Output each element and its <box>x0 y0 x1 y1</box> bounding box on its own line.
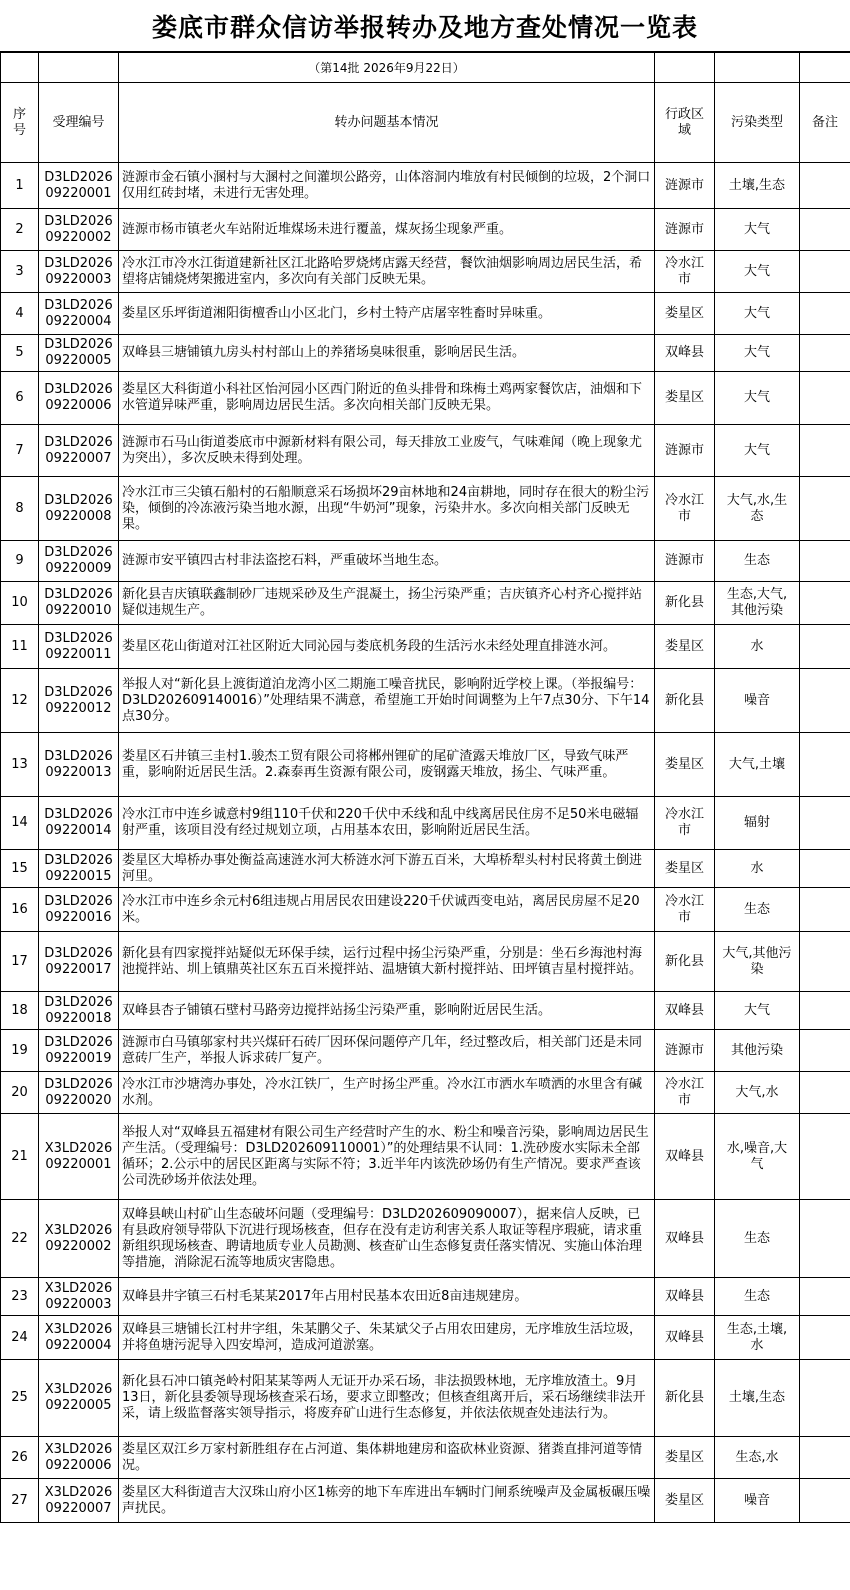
note <box>800 1437 850 1479</box>
receipt-id: X3LD2026 09220006 <box>39 1437 119 1479</box>
district: 涟源市 <box>655 541 715 582</box>
note <box>800 850 850 888</box>
district: 娄星区 <box>655 293 715 335</box>
district: 双峰县 <box>655 335 715 372</box>
note <box>800 932 850 992</box>
row-number: 14 <box>1 797 39 850</box>
table-row <box>1 850 850 888</box>
pollution-type: 生态 <box>715 541 800 582</box>
receipt-id: D3LD2026 09220002 <box>39 209 119 251</box>
pollution-type: 生态 <box>715 888 800 932</box>
receipt-id: X3LD2026 09220003 <box>39 1278 119 1316</box>
pollution-type: 大气 <box>715 293 800 335</box>
header-type: 污染类型 <box>715 83 800 163</box>
row-number: 12 <box>1 669 39 733</box>
note <box>800 1200 850 1278</box>
row-number: 11 <box>1 625 39 669</box>
receipt-id: D3LD2026 09220015 <box>39 850 119 888</box>
pollution-type: 水 <box>715 625 800 669</box>
district: 娄星区 <box>655 850 715 888</box>
row-number: 21 <box>1 1114 39 1200</box>
row-number: 27 <box>1 1479 39 1523</box>
table-row <box>1 1316 850 1360</box>
receipt-id: D3LD2026 09220019 <box>39 1030 119 1072</box>
pollution-type: 生态 <box>715 1200 800 1278</box>
receipt-id: D3LD2026 09220008 <box>39 477 119 541</box>
issue-description: 娄星区大科街道小科社区怡河园小区西门附近的鱼头排骨和珠梅土鸡两家餐饮店，油烟和下水管道异味严重，影响周边居民生活。多次向相关部门反映无果。 <box>119 372 655 425</box>
district: 双峰县 <box>655 1278 715 1316</box>
receipt-id: D3LD2026 09220016 <box>39 888 119 932</box>
row-number: 20 <box>1 1072 39 1114</box>
pollution-type: 生态,水 <box>715 1437 800 1479</box>
receipt-id: D3LD2026 09220020 <box>39 1072 119 1114</box>
header-note: 备注 <box>800 83 850 163</box>
issue-description: 新化县石冲口镇尧岭村阳某某等两人无证开办采石场，非法损毁林地，无序堆放渣土。9月13日，新化县委领导现场核查采石场，要求立即整改；但核查组离开后，采石场继续非法开采，请上级监督落实领导指示，将废弃矿山进行生态修复，并依法依规查处违法行为。 <box>119 1360 655 1437</box>
header-no: 序号 <box>1 83 39 163</box>
table-row <box>1 1278 850 1316</box>
row-number: 18 <box>1 992 39 1030</box>
note <box>800 251 850 293</box>
header-row <box>1 83 850 163</box>
header-id: 受理编号 <box>39 83 119 163</box>
row-number: 4 <box>1 293 39 335</box>
table-row <box>1 733 850 797</box>
pollution-type: 生态,大气, 其他污染 <box>715 582 800 625</box>
pollution-type: 大气 <box>715 372 800 425</box>
issue-description: 双峰县三塘铺长江村井字组，朱某鹏父子、朱某斌父子占用农田建房，无序堆放生活垃圾，并将鱼塘污泥导入四安埠河，造成河道淤塞。 <box>119 1316 655 1360</box>
row-number: 6 <box>1 372 39 425</box>
issue-description: 双峰县杏子铺镇石壁村马路旁边搅拌站扬尘污染严重，影响附近居民生活。 <box>119 992 655 1030</box>
pollution-type: 大气 <box>715 425 800 477</box>
pollution-type: 土壤,生态 <box>715 1360 800 1437</box>
district: 冷水江 市 <box>655 797 715 850</box>
receipt-id: D3LD2026 09220011 <box>39 625 119 669</box>
note <box>800 372 850 425</box>
receipt-id: X3LD2026 09220007 <box>39 1479 119 1523</box>
table-row <box>1 251 850 293</box>
district: 娄星区 <box>655 625 715 669</box>
table-row <box>1 625 850 669</box>
district: 新化县 <box>655 582 715 625</box>
issue-description: 冷水江市中连乡余元村6组违规占用居民农田建设220千伏诚西变电站，离居民房屋不足20米。 <box>119 888 655 932</box>
table-row <box>1 425 850 477</box>
receipt-id: D3LD2026 09220012 <box>39 669 119 733</box>
table-row <box>1 1030 850 1072</box>
issue-description: 娄星区双江乡万家村新胜组存在占河道、集体耕地建房和盗砍林业资源、猪粪直排河道等情况。 <box>119 1437 655 1479</box>
table-row <box>1 1479 850 1523</box>
sheet-title: 娄底市群众信访举报转办及地方查处情况一览表 <box>0 0 850 52</box>
receipt-id: X3LD2026 09220005 <box>39 1360 119 1437</box>
pollution-type: 土壤,生态 <box>715 163 800 209</box>
receipt-id: D3LD2026 09220010 <box>39 582 119 625</box>
row-number: 23 <box>1 1278 39 1316</box>
district: 冷水江 市 <box>655 888 715 932</box>
table-row <box>1 1360 850 1437</box>
table-row <box>1 209 850 251</box>
batch-label: （第14批 2026年9月22日） <box>119 53 655 83</box>
note <box>800 1278 850 1316</box>
header-area: 行政区域 <box>655 83 715 163</box>
table-row <box>1 888 850 932</box>
issue-description: 娄星区乐坪街道湘阳街檀香山小区北门，乡村土特产店屠宰牲畜时异味重。 <box>119 293 655 335</box>
table-row <box>1 1114 850 1200</box>
table-row <box>1 163 850 209</box>
pollution-type: 大气 <box>715 209 800 251</box>
row-number: 2 <box>1 209 39 251</box>
note <box>800 1114 850 1200</box>
district: 新化县 <box>655 669 715 733</box>
receipt-id: D3LD2026 09220004 <box>39 293 119 335</box>
table-row <box>1 992 850 1030</box>
note <box>800 209 850 251</box>
district: 双峰县 <box>655 1200 715 1278</box>
note <box>800 425 850 477</box>
header-desc: 转办问题基本情况 <box>119 83 655 163</box>
note <box>800 1479 850 1523</box>
table-row <box>1 293 850 335</box>
issue-description: 冷水江市冷水江街道建新社区江北路哈罗烧烤店露天经营，餐饮油烟影响周边居民生活，希望将店铺烧烤架搬进室内，多次向有关部门反映无果。 <box>119 251 655 293</box>
district: 涟源市 <box>655 209 715 251</box>
row-number: 10 <box>1 582 39 625</box>
pollution-type: 水 <box>715 850 800 888</box>
receipt-id: D3LD2026 09220009 <box>39 541 119 582</box>
table-row <box>1 797 850 850</box>
note <box>800 541 850 582</box>
note <box>800 1072 850 1114</box>
row-number: 8 <box>1 477 39 541</box>
issue-description: 涟源市金石镇小溷村与大溷村之间灌坝公路旁，山体溶洞内堆放有村民倾倒的垃圾，2个洞口仅用红砖封堵，未进行无害处理。 <box>119 163 655 209</box>
district: 涟源市 <box>655 425 715 477</box>
receipt-id: D3LD2026 09220001 <box>39 163 119 209</box>
row-number: 16 <box>1 888 39 932</box>
pollution-type: 大气 <box>715 335 800 372</box>
issue-description: 娄星区花山街道对江社区附近大同沁园与娄底机务段的生活污水未经处理直排涟水河。 <box>119 625 655 669</box>
receipt-id: D3LD2026 09220018 <box>39 992 119 1030</box>
issue-description: 涟源市杨市镇老火车站附近堆煤场未进行覆盖，煤灰扬尘现象严重。 <box>119 209 655 251</box>
note <box>800 1316 850 1360</box>
receipt-id: D3LD2026 09220014 <box>39 797 119 850</box>
district: 冷水江 市 <box>655 1072 715 1114</box>
issue-description: 双峰县三塘铺镇九房头村村部山上的养猪场臭味很重，影响居民生活。 <box>119 335 655 372</box>
issue-description: 新化县吉庆镇联鑫制砂厂违规采砂及生产混凝土，扬尘污染严重；吉庆镇齐心村齐心搅拌站疑似违规生产。 <box>119 582 655 625</box>
issue-description: 冷水江市沙塘湾办事处，冷水江铁厂，生产时扬尘严重。冷水江市洒水车喷洒的水里含有碱水剂。 <box>119 1072 655 1114</box>
note <box>800 582 850 625</box>
district: 涟源市 <box>655 163 715 209</box>
row-number: 7 <box>1 425 39 477</box>
receipt-id: X3LD2026 09220001 <box>39 1114 119 1200</box>
pollution-type: 水,噪音,大 气 <box>715 1114 800 1200</box>
row-number: 3 <box>1 251 39 293</box>
table-row <box>1 582 850 625</box>
district: 娄星区 <box>655 1437 715 1479</box>
receipt-id: X3LD2026 09220002 <box>39 1200 119 1278</box>
note <box>800 625 850 669</box>
district: 新化县 <box>655 1360 715 1437</box>
note <box>800 669 850 733</box>
district: 冷水江 市 <box>655 251 715 293</box>
issue-description: 涟源市石马山街道娄底市中源新材料有限公司，每天排放工业废气，气味难闻（晚上现象尤为突出），多次反映未得到处理。 <box>119 425 655 477</box>
district: 娄星区 <box>655 733 715 797</box>
pollution-type: 其他污染 <box>715 1030 800 1072</box>
district: 新化县 <box>655 932 715 992</box>
district: 双峰县 <box>655 1316 715 1360</box>
pollution-type: 辐射 <box>715 797 800 850</box>
receipt-id: D3LD2026 09220017 <box>39 932 119 992</box>
district: 双峰县 <box>655 992 715 1030</box>
issue-description: 举报人对“双峰县五福建材有限公司生产经营时产生的水、粉尘和噪音污染，影响周边居民生产生活。（受理编号：D3LD202609110001）”的处理结果不认同：1.洗砂废水实际未全部循环；2.公示中的居民区距离与实际不符；3.近半年内该洗砂场仍有生产情况。要求严查该公司洗砂场并依法处理。 <box>119 1114 655 1200</box>
pollution-type: 大气 <box>715 251 800 293</box>
pollution-type: 大气 <box>715 992 800 1030</box>
row-number: 17 <box>1 932 39 992</box>
issue-description: 新化县有四家搅拌站疑似无环保手续，运行过程中扬尘污染严重，分别是：坐石乡海池村海池搅拌站、圳上镇鼎英社区东五百米搅拌站、温塘镇大新村搅拌站、田坪镇吉星村搅拌站。 <box>119 932 655 992</box>
note <box>800 888 850 932</box>
note <box>800 1360 850 1437</box>
receipt-id: D3LD2026 09220005 <box>39 335 119 372</box>
pollution-type: 大气,水 <box>715 1072 800 1114</box>
district: 双峰县 <box>655 1114 715 1200</box>
issue-description: 冷水江市中连乡诚意村9组110千伏和220千伏中禾线和乱中线离居民住房不足50米电磁辐射严重，该项目没有经过规划立项，占用基本农田，影响附近居民生活。 <box>119 797 655 850</box>
row-number: 22 <box>1 1200 39 1278</box>
receipt-id: D3LD2026 09220013 <box>39 733 119 797</box>
batch-row <box>1 53 850 83</box>
pollution-type: 生态,土壤, 水 <box>715 1316 800 1360</box>
row-number: 26 <box>1 1437 39 1479</box>
note <box>800 992 850 1030</box>
note <box>800 335 850 372</box>
table-row <box>1 541 850 582</box>
issue-description: 涟源市安平镇四古村非法盗挖石料，严重破坏当地生态。 <box>119 541 655 582</box>
table-row <box>1 1437 850 1479</box>
note <box>800 163 850 209</box>
pollution-type: 大气,土壤 <box>715 733 800 797</box>
note <box>800 733 850 797</box>
issue-description: 双峰县峡山村矿山生态破坏问题（受理编号：D3LD202609090007），据来信人反映，已有县政府领导带队下沉进行现场核查，但存在没有走访利害关系人取证等程序瑕疵，请求重新组织现场核查、聘请地质专业人员勘测、核查矿山生态修复责任落实情况、实施山体治理等措施，消除泥石流等地质灾害隐患。 <box>119 1200 655 1278</box>
note <box>800 1030 850 1072</box>
table-row <box>1 669 850 733</box>
note <box>800 477 850 541</box>
receipt-id: D3LD2026 09220006 <box>39 372 119 425</box>
row-number: 19 <box>1 1030 39 1072</box>
table-row <box>1 372 850 425</box>
district: 娄星区 <box>655 1479 715 1523</box>
pollution-type: 大气,水,生 态 <box>715 477 800 541</box>
issue-description: 举报人对“新化县上渡街道泊龙湾小区二期施工噪音扰民，影响附近学校上课。（举报编号：D3LD202609140016）”处理结果不满意，希望施工开始时间调整为上午7点30分、下午14点30分。 <box>119 669 655 733</box>
pollution-type: 噪音 <box>715 669 800 733</box>
district: 涟源市 <box>655 1030 715 1072</box>
pollution-type: 噪音 <box>715 1479 800 1523</box>
receipt-id: D3LD2026 09220003 <box>39 251 119 293</box>
issue-description: 娄星区大埠桥办事处衡益高速涟水河大桥涟水河下游五百米，大埠桥犁头村村民将黄土倒进河里。 <box>119 850 655 888</box>
row-number: 5 <box>1 335 39 372</box>
row-number: 25 <box>1 1360 39 1437</box>
row-number: 24 <box>1 1316 39 1360</box>
table-row <box>1 335 850 372</box>
note <box>800 293 850 335</box>
table-row <box>1 1072 850 1114</box>
receipt-id: X3LD2026 09220004 <box>39 1316 119 1360</box>
issue-description: 涟源市白马镇邬家村共兴煤矸石砖厂因环保问题停产几年，经过整改后，相关部门还是未同意砖厂生产，举报人诉求砖厂复产。 <box>119 1030 655 1072</box>
issue-description: 冷水江市三尖镇石船村的石船顺意采石场损坏29亩林地和24亩耕地，同时存在很大的粉尘污染，倾倒的冷冻液污染当地水源，出现“牛奶河”现象，污染井水。多次向相关部门反映无果。 <box>119 477 655 541</box>
pollution-type: 生态 <box>715 1278 800 1316</box>
row-number: 13 <box>1 733 39 797</box>
district: 娄星区 <box>655 372 715 425</box>
pollution-type: 大气,其他污 染 <box>715 932 800 992</box>
row-number: 9 <box>1 541 39 582</box>
table-row <box>1 477 850 541</box>
issue-description: 娄星区石井镇三圭村1.骏杰工贸有限公司将郴州锂矿的尾矿渣露天堆放厂区，导致气味严重，影响附近居民生活。2.森泰再生资源有限公司，废钢露天堆放，扬尘、气味严重。 <box>119 733 655 797</box>
receipt-id: D3LD2026 09220007 <box>39 425 119 477</box>
district: 冷水江 市 <box>655 477 715 541</box>
issue-description: 娄星区大科街道吉大汉珠山府小区1栋旁的地下车库进出车辆时门闸系统噪声及金属板碾压噪声扰民。 <box>119 1479 655 1523</box>
table-row <box>1 1200 850 1278</box>
row-number: 15 <box>1 850 39 888</box>
note <box>800 797 850 850</box>
table-row <box>1 932 850 992</box>
complaint-table <box>0 52 850 1523</box>
row-number: 1 <box>1 163 39 209</box>
issue-description: 双峰县井字镇三石村毛某某2017年占用村民基本农田近8亩违规建房。 <box>119 1278 655 1316</box>
